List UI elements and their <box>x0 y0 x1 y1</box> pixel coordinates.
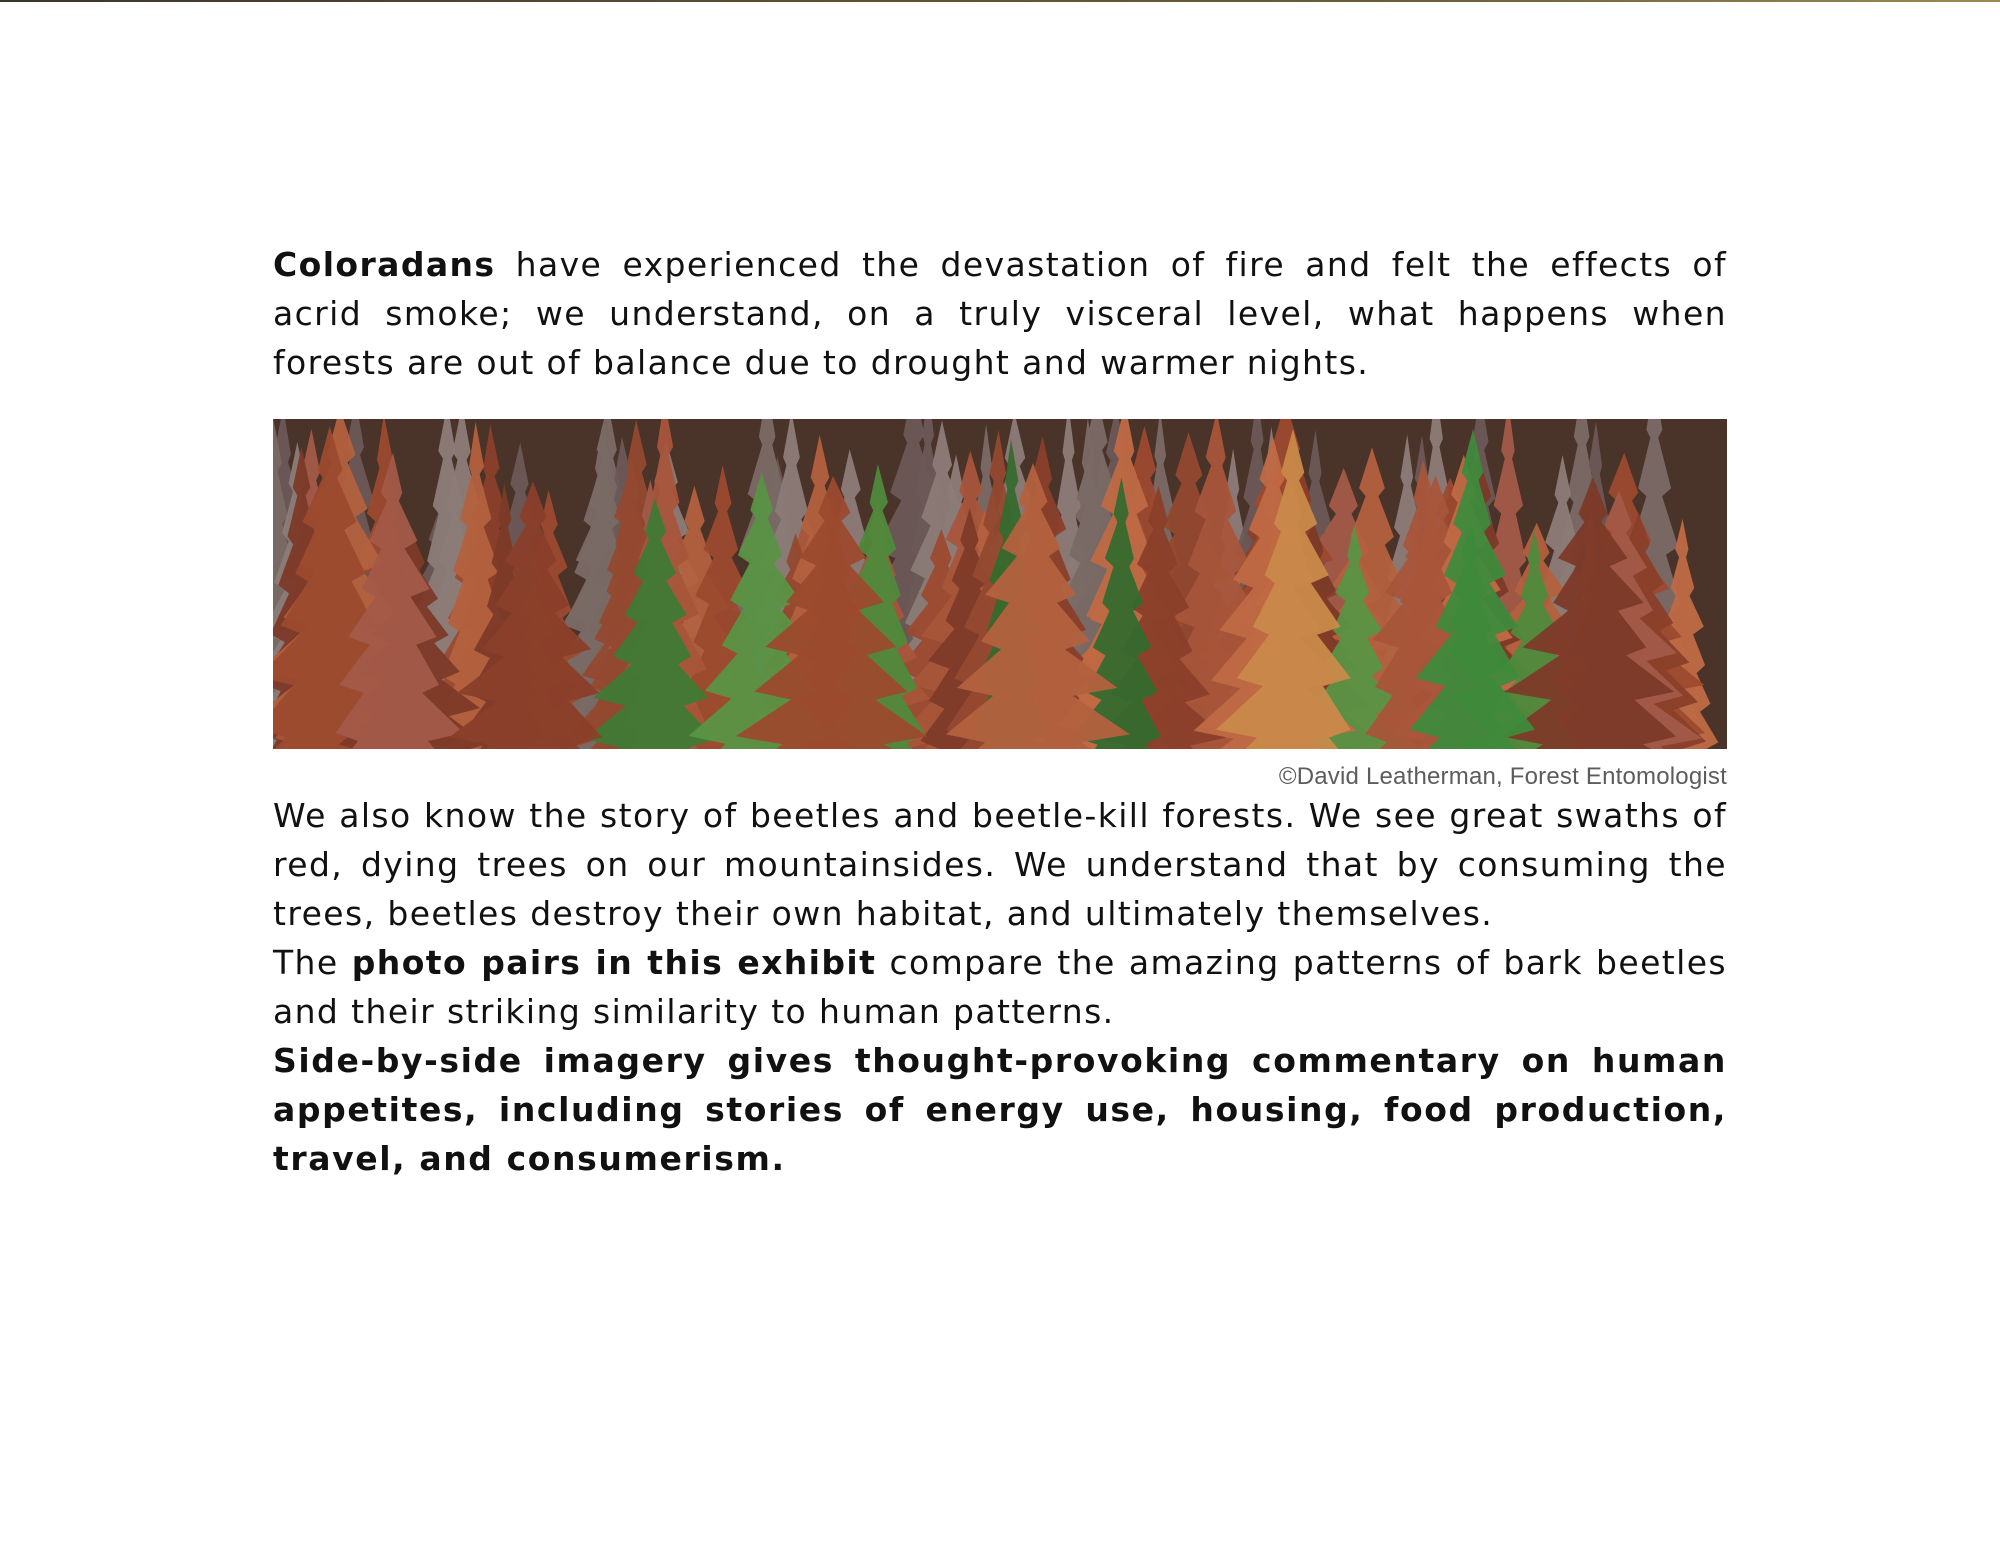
intro-paragraph <box>273 240 1727 387</box>
closing-paragraph: Side-by-side imagery gives thought-provoking commentary on human appetites, including stories of energy use, housing, food production, travel, and consumerism. <box>273 1041 1727 1178</box>
intro-text: have experienced the devastation of fire and felt the effects of acrid smoke; we understand, on a truly visceral level, what happens when forests are out of balance due to drought and warmer nights. <box>273 245 1727 382</box>
document-body <box>273 240 1727 1183</box>
top-border <box>0 0 2000 2</box>
exhibit-suffix: compare the amazing patterns of bark beetles and their striking similarity to human patterns. <box>273 943 1728 1031</box>
exhibit-paragraph <box>273 938 1727 1036</box>
photo-caption: ©David Leatherman, Forest Entomologist <box>1278 763 1727 790</box>
forest-photo-image <box>273 419 1727 749</box>
exhibit-bold: photo pairs in this exhibit <box>351 943 877 982</box>
intro-bold-lead: Coloradans <box>273 245 496 284</box>
exhibit-prefix: The <box>273 943 352 982</box>
forest-photo <box>273 419 1727 749</box>
beetle-paragraph: We also know the story of beetles and beetle-kill forests. We see great swaths of red, dying trees on our mountainsides. We understand that by consuming the trees, beetles destroy their own habitat, and ultimately themselves. <box>273 796 1727 933</box>
